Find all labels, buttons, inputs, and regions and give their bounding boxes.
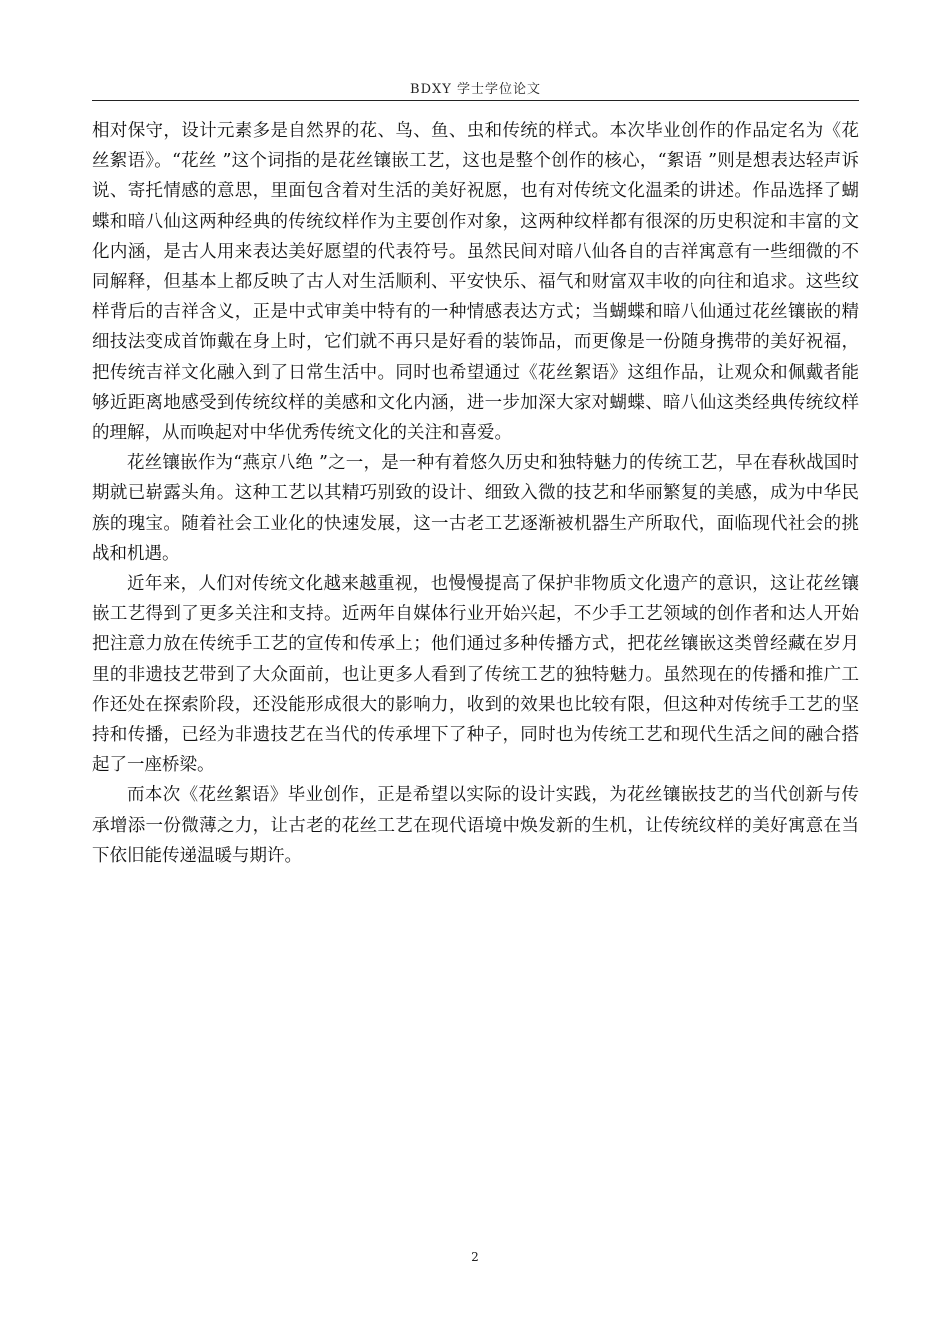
paragraph-continuation: 相对保守，设计元素多是自然界的花、鸟、鱼、虫和传统的样式。本次毕业创作的作品定名为《花丝絮语》。“花丝 ”这个词指的是花丝镶嵌工艺，这也是整个创作的核心，“絮语 ”则是想表达轻声诉说、寄托情感的意思，里面包含着对生活的美好祝愿，也有对传统文化温柔的讲述。作品选择了蝴蝶和暗八仙这两种经典的传统纹样作为主要创作对象，这两种纹样都有很深的历史积淀和丰富的文化内涵，是古人用来表达美好愿望的代表符号。虽然民间对暗八仙各自的吉祥寓意有一些细微的不同解释，但基本上都反映了古人对生活顺利、平安快乐、福气和财富双丰收的向往和追求。这些纹样背后的吉祥含义，正是中式审美中特有的一种情感表达方式；当蝴蝶和暗八仙通过花丝镶嵌的精细技法变成首饰戴在身上时，它们就不再只是好看的装饰品，而更像是一份随身携带的美好祝福，把传统吉祥文化融入到了日常生活中。同时也希望通过《花丝絮语》这组作品，让观众和佩戴者能够近距离地感受到传统纹样的美感和文化内涵，进一步加深大家对蝴蝶、暗八仙这类经典传统纹样的理解，从而唤起对中华优秀传统文化的关注和喜爱。 <box>92 121 859 444</box>
paragraph-recent-attention: 近年来，人们对传统文化越来越重视，也慢慢提高了保护非物质文化遗产的意识，这让花丝镶嵌工艺得到了更多关注和支持。近两年自媒体行业开始兴起，不少手工艺领域的创作者和达人开始把注意力放在传统手工艺的宣传和传承上；他们通过多种传播方式，把花丝镶嵌这类曾经藏在岁月里的非遗技艺带到了大众面前，也让更多人看到了传统工艺的独特魅力。虽然现在的传播和推广工作还处在探索阶段，还没能形成很大的影响力，收到的效果也比较有限，但这种对传统手工艺的坚持和传播，已经为非遗技艺在当代的传承埋下了种子，同时也为传统工艺和现代生活之间的融合搭起了一座桥梁。 <box>92 574 859 776</box>
paragraph-filigree-history: 花丝镶嵌作为“燕京八绝 ”之一，是一种有着悠久历史和独特魅力的传统工艺，早在春秋战国时期就已崭露头角。这种工艺以其精巧别致的设计、细致入微的技艺和华丽繁复的美感，成为中华民族的瑰宝。随着社会工业化的快速发展，这一古老工艺逐渐被机器生产所取代，面临现代社会的挑战和机遇。 <box>92 453 859 564</box>
paragraph-project-purpose: 而本次《花丝絮语》毕业创作，正是希望以实际的设计实践，为花丝镶嵌技艺的当代创新与传承增添一份微薄之力，让古老的花丝工艺在现代语境中焕发新的生机，让传统纹样的美好寓意在当下依旧能传递温暖与期许。 <box>92 785 859 866</box>
body-text <box>92 116 859 871</box>
page-number: 2 <box>471 1250 479 1264</box>
header-rule <box>92 100 859 101</box>
running-header: BDXY 学士学位论文 <box>410 82 541 97</box>
